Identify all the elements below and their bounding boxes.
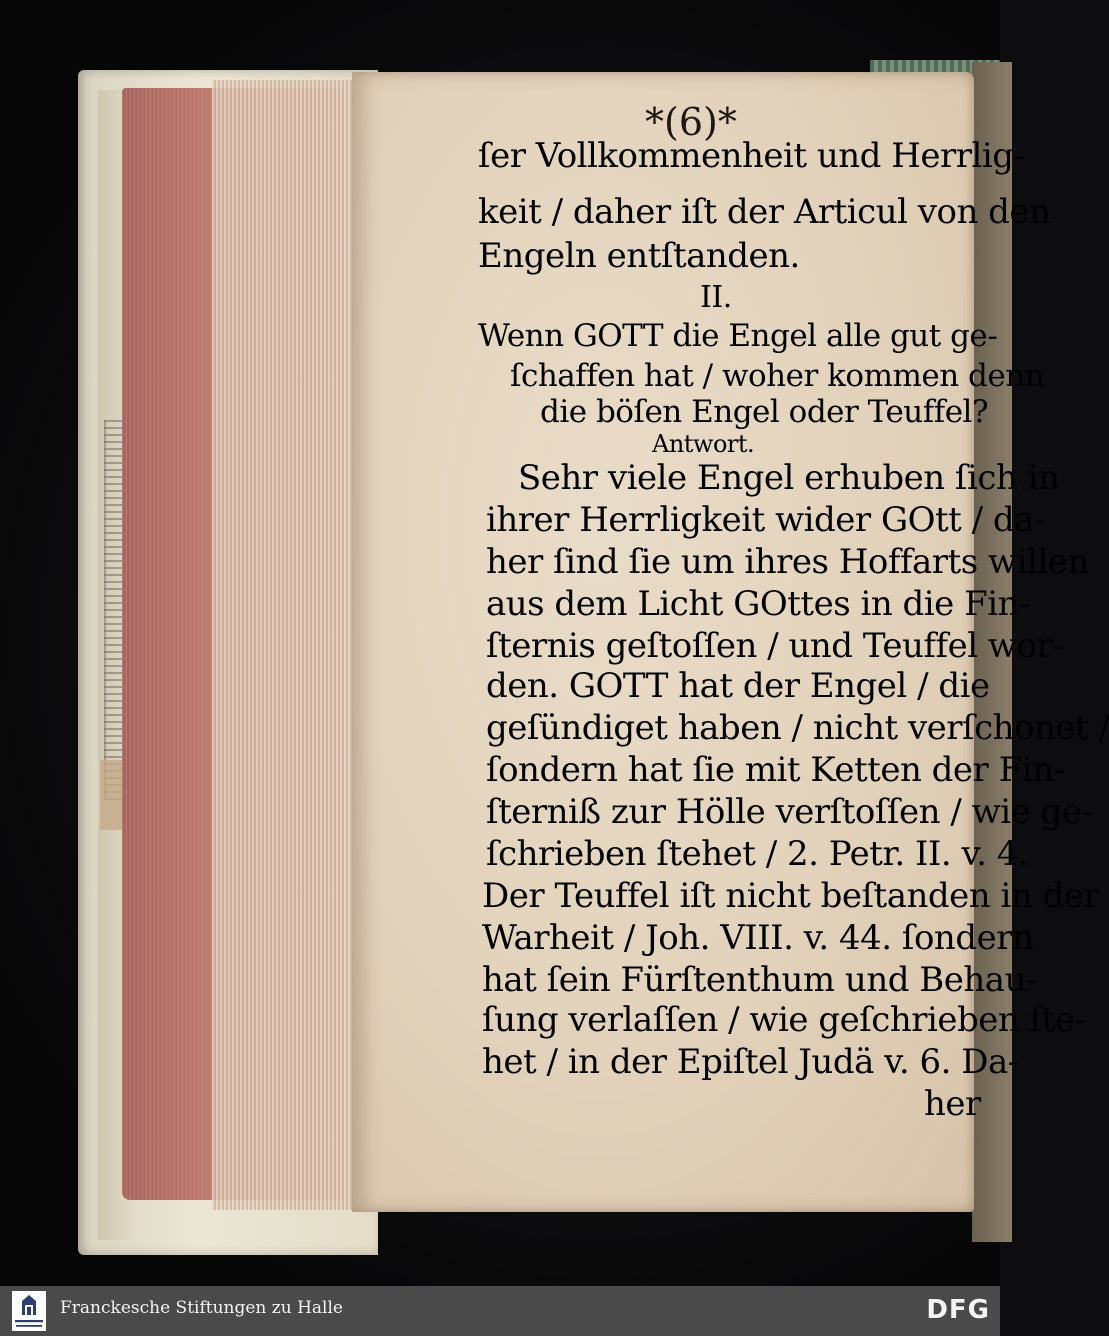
question-line: die böſen Engel oder Teuffel?	[540, 394, 989, 430]
dfg-logo[interactable]: DFG	[926, 1295, 990, 1325]
section-number: II.	[700, 280, 732, 315]
text-line: ſchrieben ſtehet / 2. Petr. II. v. 4.	[486, 834, 1029, 874]
question-line: ſchaffen hat / woher kommen denn	[510, 358, 1045, 394]
text-line: ihrer Herrligkeit wider GOtt / da-	[486, 500, 1045, 540]
text-line: Warheit / Joh. VIII. v. 44. ſondern	[482, 918, 1034, 958]
text-line: keit / daher iſt der Articul von den	[478, 192, 1051, 232]
text-line: aus dem Licht GOttes in die Fin-	[486, 584, 1030, 624]
viewer-footer	[0, 1286, 1000, 1336]
page-stack	[212, 80, 352, 1210]
text-line: het / in der Epiſtel Judä v. 6. Da-	[482, 1042, 1019, 1082]
text-line: her ſind ſie um ihres Hoffarts willen	[486, 542, 1089, 582]
text-line: ſung verlaſſen / wie geſchrieben ſte-	[482, 1000, 1086, 1040]
text-line: geſündiget haben / nicht verſchonet /	[486, 708, 1109, 748]
text-line: Sehr viele Engel erhuben ſich in	[518, 458, 1060, 498]
institution-name: Franckesche Stiftungen zu Halle	[60, 1298, 343, 1318]
catchword: her	[924, 1084, 981, 1124]
text-line: ſondern hat ſie mit Ketten der Fin-	[486, 750, 1065, 790]
text-line: ſer Vollkommenheit und Herrlig-	[478, 136, 1025, 176]
text-line: ſternis geſtoſſen / und Teuffel wor-	[486, 626, 1064, 666]
text-line: ſterniß zur Hölle verſtoſſen / wie ge-	[486, 792, 1093, 832]
page-number: *(6)*	[645, 100, 737, 144]
text-line: Der Teuffel iſt nicht beſtanden in der	[482, 876, 1100, 916]
answer-heading: Antwort.	[652, 430, 755, 458]
text-line: hat ſein Fürſtenthum und Behau-	[482, 960, 1037, 1000]
text-line: den. GOTT hat der Engel / die	[486, 666, 990, 706]
francke-logo-icon[interactable]	[12, 1291, 46, 1331]
text-line: Engeln entſtanden.	[478, 236, 800, 276]
question-line: Wenn GOTT die Engel alle gut ge-	[478, 318, 998, 354]
